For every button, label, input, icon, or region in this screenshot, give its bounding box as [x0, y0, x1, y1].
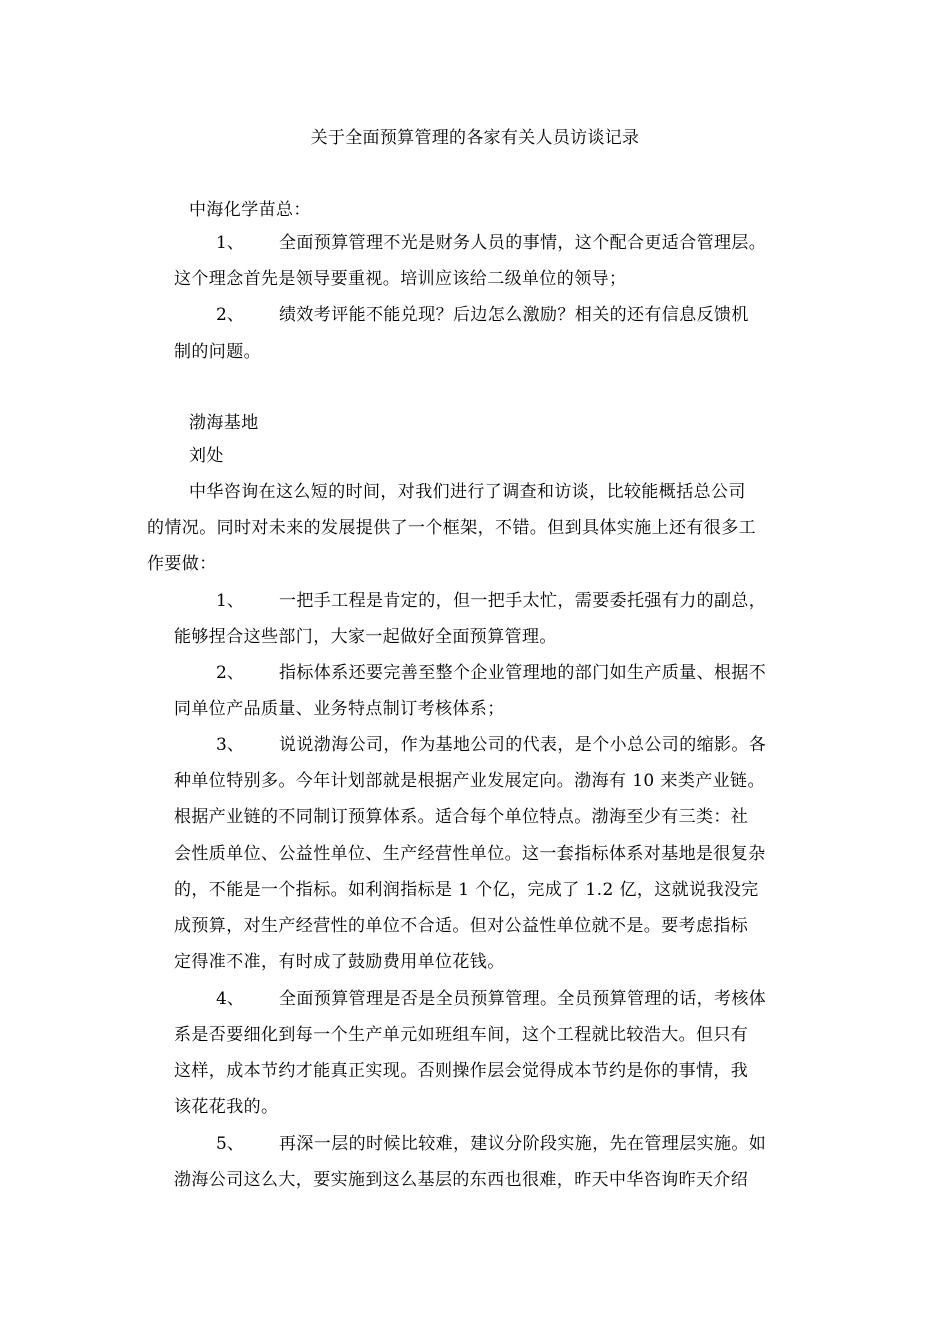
paragraph-line: 该花花我的。: [174, 1097, 279, 1117]
paragraph-line: 的，不能是一个指标。如利润指标是 1 个亿，完成了 1.2 亿，这就说我没完: [174, 880, 759, 900]
paragraph-line: 绩效考评能不能兑现？后边怎么激励？相关的还有信息反馈机: [279, 305, 749, 325]
paragraph-line: 全面预算管理是否是全员预算管理。全员预算管理的话，考核体: [279, 989, 767, 1009]
paragraph-line: 说说渤海公司，作为基地公司的代表，是个小总公司的缩影。各: [279, 735, 767, 755]
paragraph-line: 一把手工程是肯定的，但一把手太忙，需要委托强有力的副总，: [279, 591, 767, 611]
intro-line: 的情况。同时对未来的发展提供了一个框架，不错。但到具体实施上还有很多工: [147, 518, 756, 538]
paragraph-line: 指标体系还要完善至整个企业管理地的部门如生产质量、根据不: [279, 663, 767, 683]
paragraph-line: 成预算，对生产经营性的单位不合适。但对公益性单位就不是。要考虑指标: [174, 916, 749, 936]
item-number: 3、: [216, 735, 244, 755]
item-number: 2、: [216, 305, 244, 325]
paragraph-line: 这样，成本节约才能真正实现。否则操作层会觉得成本节约是你的事情，我: [174, 1061, 749, 1081]
paragraph-line: 再深一层的时候比较难，建议分阶段实施，先在管理层实施。如: [279, 1134, 767, 1154]
paragraph-line: 种单位特别多。今年计划部就是根据产业发展定向。渤海有 10 来类产业链。: [174, 771, 765, 791]
item-number: 1、: [216, 591, 244, 611]
paragraph-line: 系是否要细化到每一个生产单元如班组车间，这个工程就比较浩大。但只有: [174, 1025, 749, 1045]
paragraph-line: 能够捏合这些部门，大家一起做好全面预算管理。: [174, 627, 557, 647]
item-number: 4、: [216, 989, 244, 1009]
paragraph-line: 渤海公司这么大，要实施到这么基层的东西也很难，昨天中华咨询昨天介绍: [174, 1170, 749, 1190]
section-heading-bohai: 渤海基地: [189, 413, 259, 433]
paragraph-line: 根据产业链的不同制订预算体系。适合每个单位特点。渤海至少有三类：社: [174, 807, 749, 827]
paragraph-line: 会性质单位、公益性单位、生产经营性单位。这一套指标体系对基地是很复杂: [174, 844, 766, 864]
paragraph-line: 制的问题。: [174, 342, 261, 362]
paragraph-line: 全面预算管理不光是财务人员的事情，这个配合更适合管理层。: [279, 233, 767, 253]
item-number: 2、: [216, 663, 244, 683]
intro-line: 中华咨询在这么短的时间，对我们进行了调查和访谈，比较能概括总公司: [189, 482, 746, 502]
item-number: 1、: [216, 233, 244, 253]
section-subheading: 刘处: [189, 446, 224, 466]
paragraph-line: 同单位产品质量、业务特点制订考核体系；: [174, 699, 505, 719]
item-number: 5、: [216, 1134, 244, 1154]
paragraph-line: 这个理念首先是领导要重视。培训应该给二级单位的领导；: [174, 269, 627, 289]
intro-line: 作要做：: [147, 554, 217, 574]
document-title: 关于全面预算管理的各家有关人员访谈记录: [310, 128, 640, 148]
paragraph-line: 定得准不准，有时成了鼓励费用单位花钱。: [174, 952, 505, 972]
section-heading-zhonghai: 中海化学苗总：: [189, 200, 311, 220]
